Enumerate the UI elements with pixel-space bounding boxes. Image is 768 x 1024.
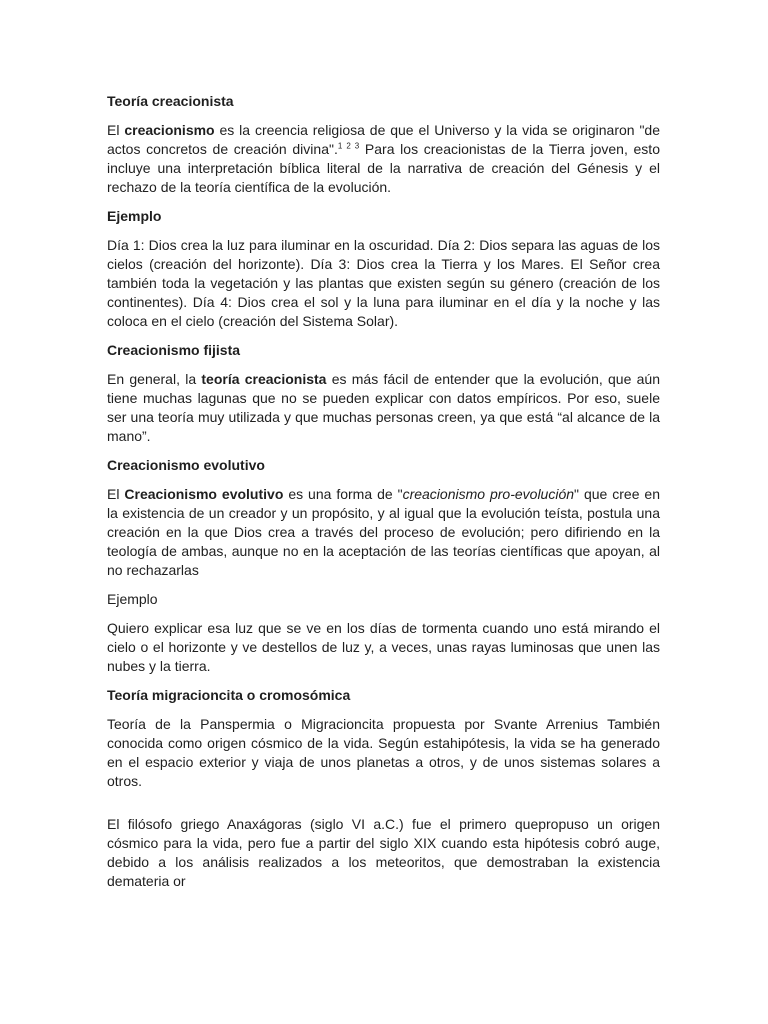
paragraph-ejemplo-luz: Quiero explicar esa luz que se ve en los días de tormenta cuando uno está mirando el cielo o el horizonte y ve destellos de luz y, a veces, unas rayas luminosas que unen las nubes y la tierra. (107, 620, 660, 674)
text-run: es una forma de " (283, 486, 403, 502)
document-page (107, 88, 660, 901)
section-heading-creacionismo-evolutivo: Creacionismo evolutivo (107, 457, 265, 473)
section-heading-ejemplo: Ejemplo (107, 208, 162, 224)
text-run: Para los creacionistas de la Tierra joven, esto incluye una interpretación bíblica literal de la narrativa de creación del Génesis y el rechazo de la teoría científica de la evolución. (107, 141, 660, 195)
paragraph-creacionismo-fijista (107, 370, 660, 446)
bold-term-creacionismo-evolutivo: Creacionismo evolutivo (124, 486, 284, 502)
text-run: es más fácil de entender que la evolución, que aún tiene muchas lagunas que no se pueden explicar con datos empíricos. Por eso, suele ser una teoría muy utilizada y que muchas personas creen, ya que está “al alcance de la mano”. (107, 371, 660, 444)
paragraph-anaxagoras: El filósofo griego Anaxágoras (siglo VI a.C.) fue el primero quepropuso un origen cósmico para la vida, pero fue a partir del siglo XIX cuando esta hipótesis cobró auge, debido a los análisis realizados a los meteoritos, que demostraban la existencia demateria or (107, 816, 660, 889)
footnote-refs: 1 2 3 (337, 141, 360, 151)
section-heading-teoria-creacionista: Teoría creacionista (107, 93, 234, 109)
bold-term-teoria-creacionista: teoría creacionista (201, 371, 327, 387)
bold-term-creacionismo: creacionismo (124, 122, 215, 138)
paragraph-spacer (107, 801, 660, 815)
paragraph-dias-creacion: Día 1: Dios crea la luz para iluminar en la oscuridad. Día 2: Dios separa las aguas de los cielos (creación del horizonte). Día 3: Dios crea la Tierra y los Mares. El Señor crea también toda la vegetación y las plantas que existen según su género (creación de los continentes). Día 4: Dios crea el sol y la luna para iluminar en el día y la noche y las coloca en el cielo (creación del Sistema Solar). (107, 237, 660, 329)
italic-term-pro-evolucion: creacionismo pro-evolución (402, 486, 575, 502)
text-run: El (107, 486, 125, 502)
paragraph-creacionismo-definition (107, 121, 660, 197)
text-run: es la creencia religiosa de que el Universo y la vida se originaron "de actos concretos de creación divina". (107, 122, 660, 157)
text-run: " que cree en la existencia de un creador y un propósito, y al igual que la evolución teísta, postula una creación en la que Dios crea a través del proceso de evolución; pero difiriendo en la teología de ambas, aunque no en la aceptación de las teorías científicas que apoyan, al no rechazarlas (107, 486, 660, 578)
text-run: El (107, 122, 125, 138)
section-heading-teoria-migracioncita: Teoría migracioncita o cromosómica (107, 687, 351, 703)
paragraph-panspermia: Teoría de la Panspermia o Migracioncita propuesta por Svante Arrenius También conocida como origen cósmico de la vida. Según estahipótesis, la vida se ha generado en el espacio exterior y viaja de unos planetas a otros, y de unos sistemas solares a otros. (107, 716, 660, 789)
paragraph-creacionismo-evolutivo (107, 485, 660, 580)
text-run: En general, la (107, 371, 202, 387)
section-heading-creacionismo-fijista: Creacionismo fijista (107, 342, 241, 358)
section-label-ejemplo: Ejemplo (107, 591, 158, 607)
